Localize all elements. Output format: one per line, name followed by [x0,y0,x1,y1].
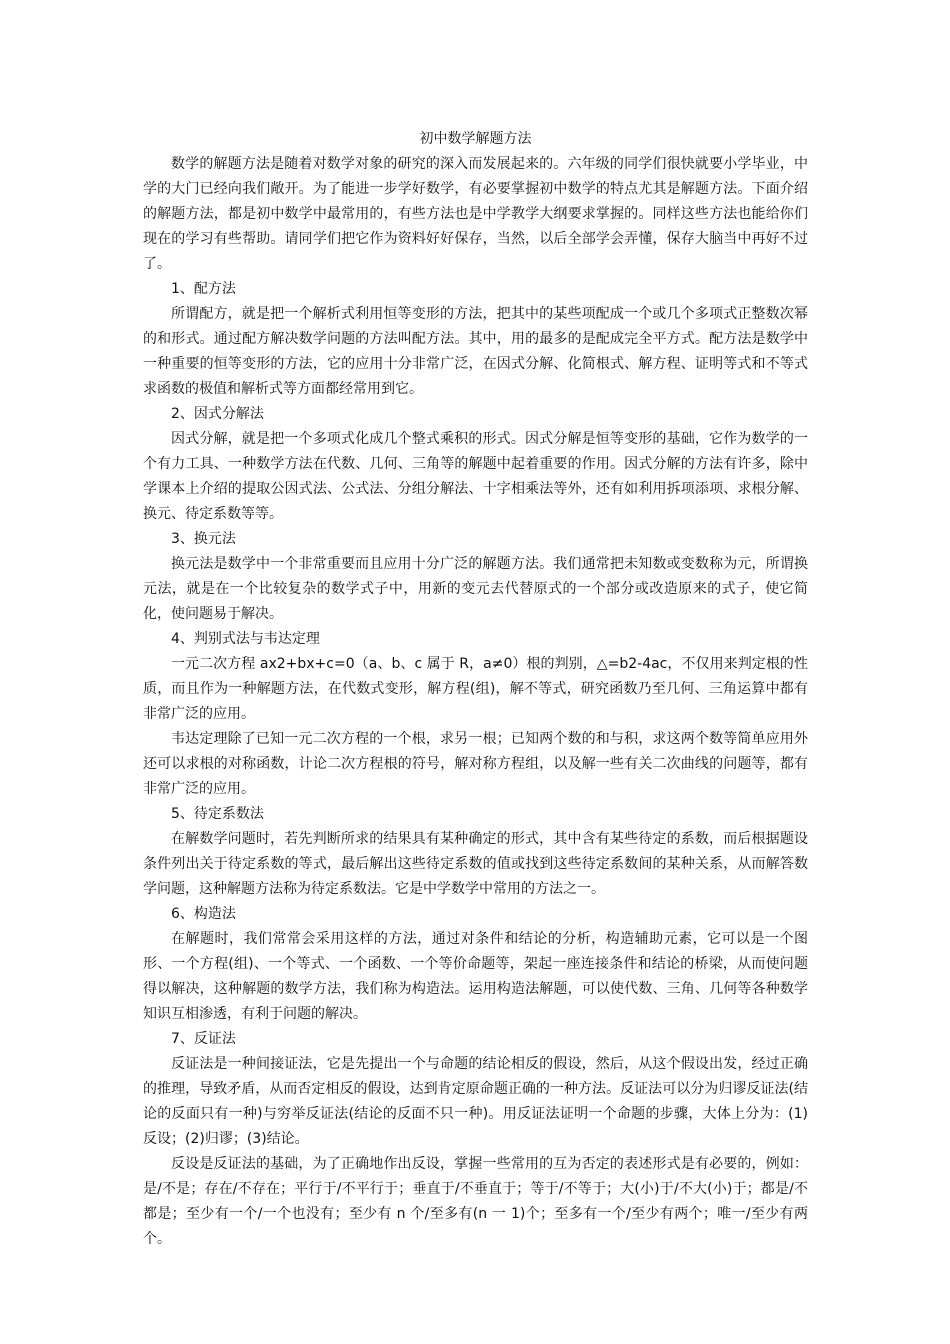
section-heading-huanyuanfa: 3、换元法 [171,531,236,547]
section-paragraph-panbieshi: 一元二次方程 ax2+bx+c=0（a、b、c 属于 R，a≠0）根的判别，△=b2-4ac，不仅用来判定根的性质，而且作为一种解题方法，在代数式变形，解方程(组)，解不等式，研究函数乃至几何、三角运算中都有非常广泛的应用。 [143,656,808,722]
section-heading-peifangfa: 1、配方法 [171,281,236,297]
section-paragraph-huanyuanfa: 换元法是数学中一个非常重要而且应用十分广泛的解题方法。我们通常把未知数或变数称为元，所谓换元法，就是在一个比较复杂的数学式子中，用新的变元去代替原式的一个部分或改造原来的式子，使它简化，使问题易于解决。 [143,556,808,622]
section-paragraph-daidingxishu: 在解数学问题时，若先判断所求的结果具有某种确定的形式，其中含有某些待定的系数，而后根据题设条件列出关于待定系数的等式，最后解出这些待定系数的值或找到这些待定系数间的某种关系，从而解答数学问题，这种解题方法称为待定系数法。它是中学数学中常用的方法之一。 [143,831,808,897]
document-page [143,127,808,1252]
section-heading-panbieshi: 4、判别式法与韦达定理 [171,631,320,647]
section-heading-daidingxishu: 5、待定系数法 [171,806,264,822]
section-paragraph-peifangfa: 所谓配方，就是把一个解析式利用恒等变形的方法，把其中的某些项配成一个或几个多项式正整数次幂的和形式。通过配方解决数学问题的方法叫配方法。其中，用的最多的是配成完全平方式。配方法是数学中一种重要的恒等变形的方法，它的应用十分非常广泛，在因式分解、化简根式、解方程、证明等式和不等式求函数的极值和解析式等方面都经常用到它。 [143,306,808,397]
section-paragraph-yinshifenjiefa: 因式分解，就是把一个多项式化成几个整式乘积的形式。因式分解是恒等变形的基础，它作为数学的一个有力工具、一种数学方法在代数、几何、三角等的解题中起着重要的作用。因式分解的方法有许多，除中学课本上介绍的提取公因式法、公式法、分组分解法、十字相乘法等外，还有如利用拆项添项、求根分解、换元、待定系数等等。 [143,431,808,522]
section-heading-yinshifenjiefa: 2、因式分解法 [171,406,264,422]
section-paragraph-gouzaofa: 在解题时，我们常常会采用这样的方法，通过对条件和结论的分析，构造辅助元素，它可以是一个图形、一个方程(组)、一个等式、一个函数、一个等价命题等，架起一座连接条件和结论的桥梁，从而使问题得以解决，这种解题的数学方法，我们称为构造法。运用构造法解题，可以使代数、三角、几何等各种数学知识互相渗透，有利于问题的解决。 [143,931,808,1022]
document-title: 初中数学解题方法 [419,131,532,147]
section-heading-fanzhengfa: 7、反证法 [171,1031,236,1047]
section-paragraph-fanshe: 反设是反证法的基础，为了正确地作出反设，掌握一些常用的互为否定的表述形式是有必要的，例如：是/不是；存在/不存在；平行于/不平行于；垂直于/不垂直于；等于/不等于；大(小)于/不大(小)于；都是/不都是；至少有一个/一个也没有；至少有 n 个/至多有(n 一 1)个；至多有一个/至少有两个；唯一/至少有两个。 [143,1156,808,1247]
section-paragraph-weida: 韦达定理除了已知一元二次方程的一个根，求另一根；已知两个数的和与积，求这两个数等简单应用外还可以求根的对称函数，计论二次方程根的符号，解对称方程组，以及解一些有关二次曲线的问题等，都有非常广泛的应用。 [143,731,808,797]
intro-paragraph: 数学的解题方法是随着对数学对象的研究的深入而发展起来的。六年级的同学们很快就要小学毕业，中学的大门已经向我们敞开。为了能进一步学好数学，有必要掌握初中数学的特点尤其是解题方法。下面介绍的解题方法，都是初中数学中最常用的，有些方法也是中学教学大纲要求掌握的。同样这些方法也能给你们现在的学习有些帮助。请同学们把它作为资料好好保存，当然，以后全部学会弄懂，保存大脑当中再好不过了。 [143,156,808,272]
section-paragraph-fanzhengfa: 反证法是一种间接证法，它是先提出一个与命题的结论相反的假设，然后，从这个假设出发，经过正确的推理，导致矛盾，从而否定相反的假设，达到肯定原命题正确的一种方法。反证法可以分为归谬反证法(结论的反面只有一种)与穷举反证法(结论的反面不只一种)。用反证法证明一个命题的步骤，大体上分为：(1)反设；(2)归谬；(3)结论。 [143,1056,808,1147]
section-heading-gouzaofa: 6、构造法 [171,906,236,922]
